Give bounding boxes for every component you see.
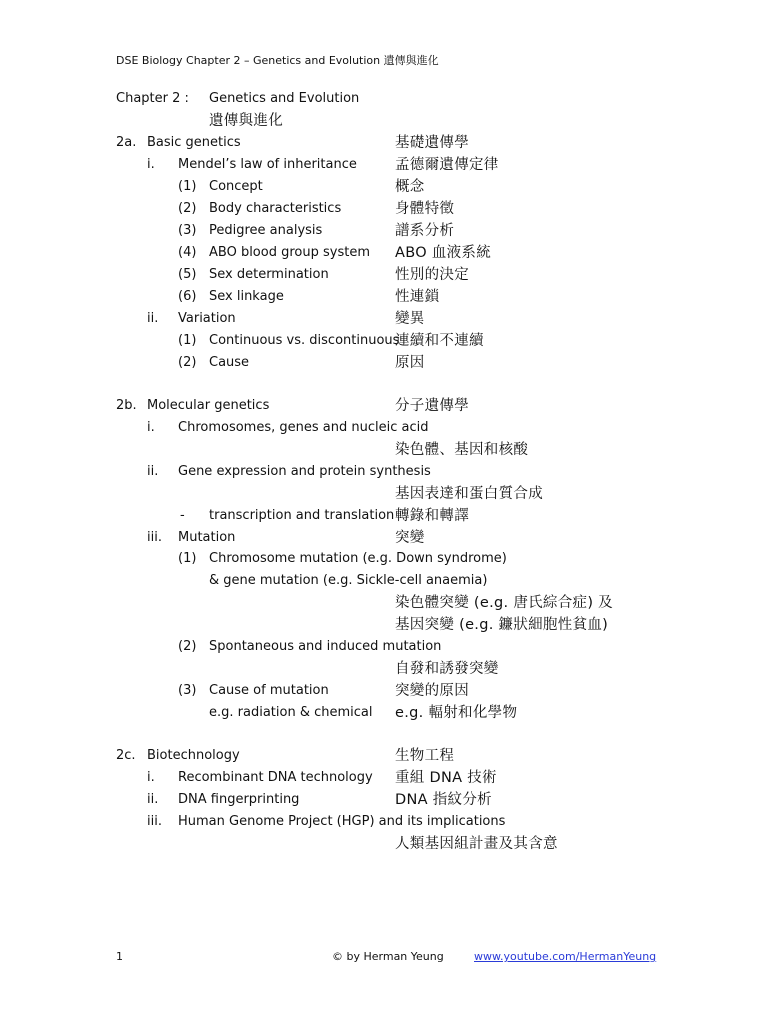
sub-2b-ii-number: ii.	[147, 464, 159, 479]
list-item-number: ii.	[147, 792, 159, 807]
sub-2b-ii-title: Gene expression and protein synthesis	[178, 464, 431, 479]
list-item-text-zh: 基因突變 (e.g. 鐮狀細胞性貧血)	[395, 617, 609, 633]
list-item-text: Concept	[209, 179, 263, 194]
list-item-text: Spontaneous and induced mutation	[209, 639, 442, 654]
list-item-text: Human Genome Project (HGP) and its implications	[178, 814, 506, 829]
sub-2a-i-title: Mendel’s law of inheritance	[178, 157, 357, 172]
list-item-number: i.	[147, 770, 155, 785]
dash-bullet: -	[180, 508, 185, 523]
list-item-text-zh: 譜系分析	[395, 223, 455, 239]
sub-2a-i-title-zh: 孟德爾遺傳定律	[395, 157, 499, 173]
list-item-number: (2)	[178, 355, 197, 370]
list-item-number: (3)	[178, 683, 197, 698]
list-item-text-zh: e.g. 輻射和化學物	[395, 705, 518, 721]
list-item-text: ABO blood group system	[209, 245, 370, 260]
list-item-text-zh: 轉錄和轉譯	[395, 508, 469, 524]
page-number: 1	[116, 950, 123, 963]
sub-2b-i-title: Chromosomes, genes and nucleic acid	[178, 420, 429, 435]
list-item-number: (3)	[178, 223, 197, 238]
sub-2a-ii-number: ii.	[147, 311, 159, 326]
list-item-text-zh: 突變的原因	[395, 683, 469, 699]
list-item-text-zh: 連續和不連續	[395, 333, 484, 349]
list-item-text: Cause	[209, 355, 250, 370]
section-2c-number: 2c.	[116, 748, 136, 763]
chapter-label: Chapter 2 :	[116, 91, 189, 106]
list-item-text: transcription and translation	[209, 508, 395, 523]
list-item-text: Recombinant DNA technology	[178, 770, 373, 785]
list-item-text: Cause of mutation	[209, 683, 329, 698]
sub-2b-iii-title: Mutation	[178, 530, 236, 545]
list-item-number: (5)	[178, 267, 197, 282]
list-item-number: (2)	[178, 201, 197, 216]
youtube-link[interactable]: www.youtube.com/HermanYeung	[474, 950, 657, 963]
sub-2b-iii-number: iii.	[147, 530, 162, 545]
section-2b-title: Molecular genetics	[147, 398, 270, 413]
section-2a-number: 2a.	[116, 135, 137, 150]
page-header: DSE Biology Chapter 2 – Genetics and Evolution 遺傳與進化	[116, 54, 439, 67]
list-item-text: Chromosome mutation (e.g. Down syndrome)	[209, 551, 507, 566]
section-2b-title-zh: 分子遺傳學	[395, 398, 469, 414]
list-item-text-zh: 重組 DNA 技術	[395, 770, 497, 786]
list-item-text-zh: 身體特徵	[395, 201, 455, 217]
list-item-text-zh: 人類基因組計畫及其含意	[395, 836, 558, 852]
section-2a-title-zh: 基礎遺傳學	[395, 135, 469, 151]
list-item-text: e.g. radiation & chemical	[209, 705, 373, 720]
sub-2a-ii-title-zh: 變異	[395, 311, 425, 327]
list-item-number: (1)	[178, 179, 197, 194]
sub-2b-i-title-zh: 染色體、基因和核酸	[395, 442, 529, 458]
list-item-text: Sex linkage	[209, 289, 284, 304]
list-item-number: (6)	[178, 289, 197, 304]
list-item-text-zh: 染色體突變 (e.g. 唐氏綜合症) 及	[395, 595, 613, 611]
sub-2a-ii-title: Variation	[178, 311, 236, 326]
list-item-text: Pedigree analysis	[209, 223, 323, 238]
list-item-text-zh: DNA 指紋分析	[395, 792, 492, 808]
section-2b-number: 2b.	[116, 398, 137, 413]
section-2c-title-zh: 生物工程	[395, 748, 455, 764]
list-item-number: (1)	[178, 333, 197, 348]
sub-2b-ii-title-zh: 基因表達和蛋白質合成	[395, 486, 543, 502]
copyright-text: © by Herman Yeung	[332, 950, 444, 963]
list-item-text-zh: 性別的決定	[395, 267, 469, 283]
list-item-text-zh: 原因	[395, 355, 425, 371]
list-item-text-zh: 性連鎖	[395, 289, 440, 305]
section-2a-title: Basic genetics	[147, 135, 241, 150]
chapter-title-en: Genetics and Evolution	[209, 91, 360, 106]
list-item-number: (1)	[178, 551, 197, 566]
list-item-text-zh: 自發和誘發突變	[395, 661, 499, 677]
list-item-number: (4)	[178, 245, 197, 260]
sub-2a-i-number: i.	[147, 157, 155, 172]
list-item-text: Sex determination	[209, 267, 329, 282]
list-item-text-zh: ABO 血液系統	[395, 245, 492, 261]
chapter-title-zh: 遺傳與進化	[209, 113, 283, 129]
list-item-text-zh: 概念	[395, 179, 425, 195]
section-2c-title: Biotechnology	[147, 748, 240, 763]
list-item-number: (2)	[178, 639, 197, 654]
list-item-number: iii.	[147, 814, 162, 829]
sub-2b-iii-title-zh: 突變	[395, 530, 425, 546]
list-item-text: Continuous vs. discontinuous	[209, 333, 400, 348]
list-item-text: & gene mutation (e.g. Sickle-cell anaemia)	[209, 573, 488, 588]
list-item-text: Body characteristics	[209, 201, 342, 216]
sub-2b-i-number: i.	[147, 420, 155, 435]
list-item-text: DNA fingerprinting	[178, 792, 300, 807]
